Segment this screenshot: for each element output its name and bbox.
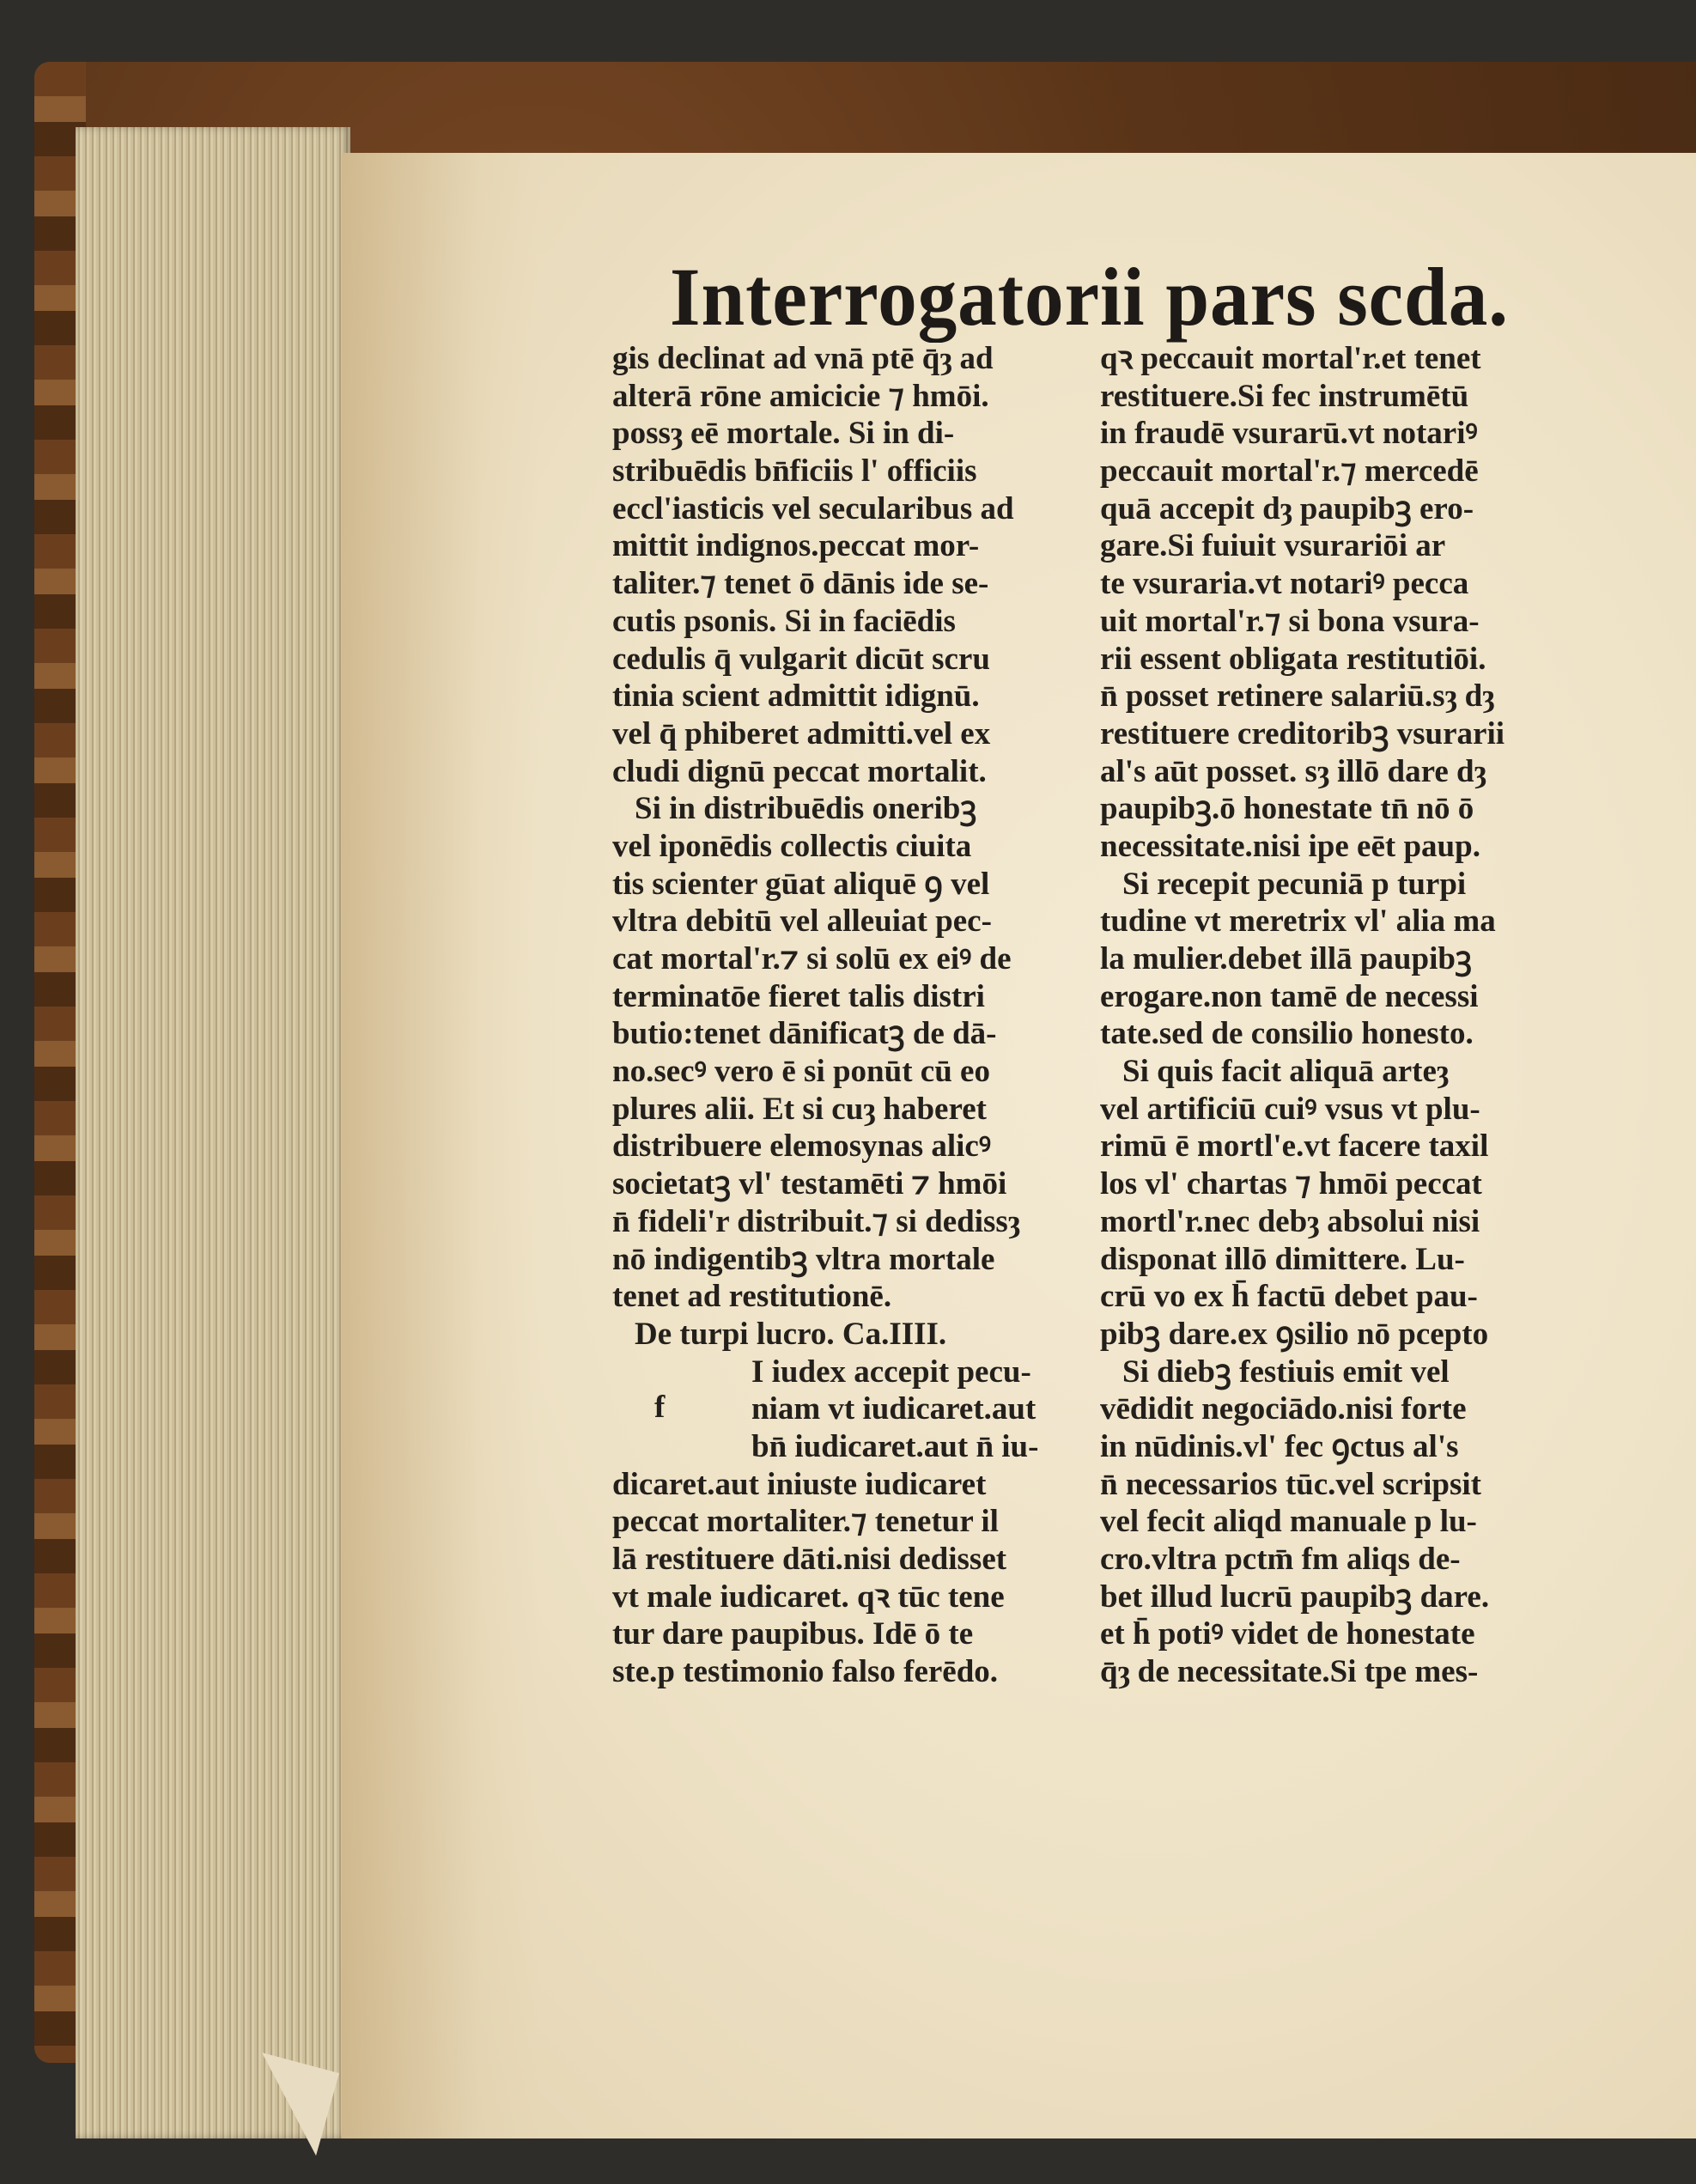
text-line: stribuēdis bn̄ficiis l' officiis	[612, 453, 977, 490]
text-line: qꝛ peccauit mortal'r.et tenet	[1100, 341, 1481, 376]
text-line: De turpi lucro. Ca.IIII.	[635, 1316, 947, 1352]
text-line: Si recepit pecuniā p turpi	[1122, 866, 1467, 902]
text-line: cedulis q̄ vulgarit dicūt scru	[612, 641, 990, 677]
text-line: lā restituere dāti.nisi dedisset	[612, 1542, 1007, 1577]
text-line: I iudex accepit pecu-	[751, 1354, 1031, 1390]
left-text-column	[612, 340, 1093, 1691]
text-line: rimū ē mortl'e.vt facere taxil	[1100, 1129, 1489, 1165]
text-line: bet illud lucrū paupibꝫ dare.	[1100, 1579, 1490, 1615]
text-line: cutis psonis. Si in faciēdis	[612, 603, 956, 639]
text-line: crū vo ex h̄ factū debet pau-	[1100, 1279, 1478, 1315]
water-stain	[342, 153, 539, 2138]
text-line: ste.p testimonio falso ferēdo.	[612, 1654, 999, 1690]
text-line: dicaret.aut iniuste iudicaret	[612, 1466, 987, 1502]
text-line: cat mortal'r.⁊ si solū ex eiꝰ de	[612, 941, 1012, 976]
page-fore-edge-stack	[76, 127, 350, 2138]
text-line: vēdidit negociādo.nisi forte	[1100, 1391, 1467, 1427]
text-line: restituere creditoribꝫ vsurarii	[1100, 715, 1505, 751]
text-line: rii essent obligata restitutiōi.	[1100, 641, 1486, 677]
text-line: q̄ȝ de necessitate.Si tpe mes-	[1100, 1654, 1479, 1690]
text-line: vel q̄ phiberet admitti.vel ex	[612, 715, 991, 751]
text-line: plures alii. Et si cuȝ haberet	[612, 1091, 987, 1127]
text-line: alterā rōne amicicie ⁊ hmōi.	[612, 378, 989, 414]
text-line: vel artificiū cuiꝰ vsus vt plu-	[1100, 1091, 1480, 1127]
text-line: tis scienter gūat aliquē ꝯ vel	[612, 866, 990, 902]
text-line: pibꝫ dare.ex ꝯsilio nō pcepto	[1100, 1316, 1489, 1352]
text-line: Si in distribuēdis oneribꝫ	[635, 791, 977, 827]
text-line: in fraudē vsurarū.vt notariꝰ	[1100, 416, 1478, 452]
guide-letter: f	[654, 1390, 666, 1425]
running-head-title: Interrogatorii pars scda.	[670, 251, 1510, 343]
text-line: n̄ necessarios tūc.vel scripsit	[1100, 1466, 1481, 1502]
text-line: distribuere elemosynas alicꝰ	[612, 1129, 991, 1165]
text-line: cro.vltra pctm̄ fm aliqs de-	[1100, 1542, 1461, 1577]
text-line: te vsuraria.vt notariꝰ pecca	[1100, 566, 1469, 602]
text-line: al's aūt posset. sȝ illō dare dȝ	[1100, 753, 1486, 789]
text-line: cludi dignū peccat mortalit.	[612, 753, 987, 789]
text-line: paupibꝫ.ō honestate tn̄ nō ō	[1100, 791, 1474, 827]
text-line: vltra debitū vel alleuiat pec-	[612, 903, 992, 940]
text-line: gis declinat ad vnā ptē q̄ȝ ad	[612, 341, 994, 376]
text-line: la mulier.debet illā paupibꝫ	[1100, 941, 1472, 976]
text-line: peccat mortaliter.⁊ tenetur il	[612, 1504, 999, 1540]
text-line: gare.Si fuiuit vsurariōi ar	[1100, 528, 1446, 564]
text-line: mittit indignos.peccat mor-	[612, 528, 980, 564]
text-line: tinia scient admittit idignū.	[612, 678, 980, 715]
text-line: mortl'r.nec debȝ absolui nisi	[1100, 1203, 1480, 1239]
text-line: nō indigentibꝫ vltra mortale	[612, 1241, 995, 1277]
text-line: necessitate.nisi ipe eēt paup.	[1100, 828, 1480, 864]
text-line: no.secꝰ vero ē si ponūt cū eo	[612, 1054, 990, 1090]
right-text-column	[1100, 340, 1581, 1691]
text-line: peccauit mortal'r.⁊ mercedē	[1100, 453, 1479, 490]
text-line: n̄ fideli'r distribuit.⁊ si dedissȝ	[612, 1203, 1020, 1239]
text-line: disponat illō dimittere. Lu-	[1100, 1241, 1465, 1277]
text-line: tur dare paupibus. Idē ō te	[612, 1616, 974, 1652]
text-line: possȝ eē mortale. Si in di-	[612, 416, 955, 452]
text-line: erogare.non tamē de necessi	[1100, 978, 1479, 1014]
text-line: taliter.⁊ tenet ō dānis ide se-	[612, 566, 989, 602]
text-line: vel iponēdis collectis ciuita	[612, 828, 972, 864]
text-line: quā accepit dȝ paupibꝫ ero-	[1100, 490, 1474, 526]
text-line: societatꝫ vl' testamēti ⁊ hmōi	[612, 1166, 1007, 1202]
text-line: los vl' chartas ⁊ hmōi peccat	[1100, 1166, 1482, 1202]
text-line: vel fecit aliqd manuale p lu-	[1100, 1504, 1477, 1540]
text-line: butio:tenet dānificatꝫ de dā-	[612, 1016, 997, 1052]
text-line: uit mortal'r.⁊ si bona vsura-	[1100, 603, 1480, 639]
text-line: tate.sed de consilio honesto.	[1100, 1016, 1474, 1052]
text-line: vt male iudicaret. qꝛ tūc tene	[612, 1579, 1005, 1615]
text-line: niam vt iudicaret.aut	[751, 1391, 1036, 1427]
text-line: tudine vt meretrix vl' alia ma	[1100, 903, 1496, 940]
text-line: eccl'iasticis vel secularibus ad	[612, 490, 1014, 526]
text-line: tenet ad restitutionē.	[612, 1279, 892, 1315]
text-line: bn̄ iudicaret.aut n̄ iu-	[751, 1428, 1039, 1464]
text-line: in nūdinis.vl' fec ꝯctus al's	[1100, 1428, 1459, 1464]
text-line: n̄ posset retinere salariū.sȝ dȝ	[1100, 678, 1495, 715]
text-line: restituere.Si fec instrumētū	[1100, 378, 1469, 414]
text-line: Si quis facit aliquā arteȝ	[1122, 1054, 1449, 1090]
text-line: et h̄ potiꝰ videt de honestate	[1100, 1616, 1475, 1652]
text-line: Si diebꝫ festiuis emit vel	[1122, 1354, 1450, 1390]
text-line: terminatōe fieret talis distri	[612, 978, 985, 1014]
